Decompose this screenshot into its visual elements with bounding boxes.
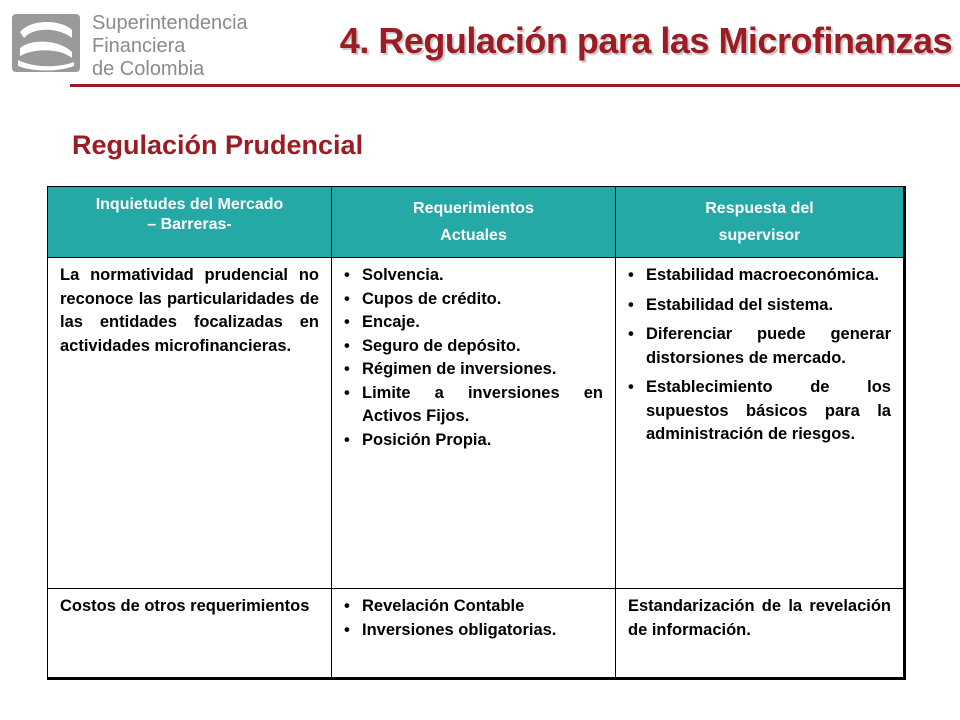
list-item: • Revelación Contable bbox=[344, 595, 603, 619]
logo-line-1: Superintendencia bbox=[92, 12, 248, 34]
header-line: Requerimientos bbox=[413, 200, 534, 217]
table-cell: La normatividad prudencial no reconoce las particularidades de las entidades focalizadas en actividades microfinancieras. bbox=[48, 258, 332, 589]
list-item: • Establecimiento de los supuestos básicos para la administración de riesgos. bbox=[628, 376, 891, 447]
regulation-table bbox=[47, 186, 906, 680]
table-cell bbox=[332, 589, 616, 679]
list-item: • Estabilidad macroeconómica. bbox=[628, 264, 891, 288]
table-cell: Estandarización de la revelación de información. bbox=[616, 589, 905, 679]
list-item: • Estabilidad del sistema. bbox=[628, 294, 891, 318]
list-item: • Inversiones obligatorias. bbox=[344, 619, 603, 643]
table-cell bbox=[616, 258, 905, 589]
table-cell bbox=[332, 258, 616, 589]
section-subtitle: Regulación Prudencial bbox=[72, 130, 364, 160]
list-item: • Seguro de depósito. bbox=[344, 335, 603, 359]
list-item: • Régimen de inversiones. bbox=[344, 358, 603, 382]
header-line: – Barreras- bbox=[147, 216, 232, 233]
header-line: Inquietudes del Mercado bbox=[95, 196, 284, 213]
title-divider bbox=[70, 84, 960, 87]
page-title: 4. Regulación para las Microfinanzas bbox=[339, 20, 952, 61]
list-item: • Posición Propia. bbox=[344, 429, 603, 453]
header-supervisor-response bbox=[616, 187, 905, 258]
list-item: • Encaje. bbox=[344, 311, 603, 335]
logo-line-3: de Colombia bbox=[92, 58, 205, 80]
header-market-concerns bbox=[48, 187, 332, 258]
table-header-row bbox=[48, 187, 905, 258]
bullet-list bbox=[344, 595, 603, 642]
logo-text bbox=[92, 12, 248, 81]
list-item: • Diferenciar puede generar distorsiones de mercado. bbox=[628, 323, 891, 370]
logo-mark-icon bbox=[10, 12, 82, 74]
header-current-requirements bbox=[332, 187, 616, 258]
table-cell: Costos de otros requerimientos bbox=[48, 589, 332, 679]
bullet-list bbox=[344, 264, 603, 452]
bullet-list bbox=[628, 264, 891, 447]
logo bbox=[10, 12, 248, 80]
table-row bbox=[48, 589, 905, 679]
logo-line-2: Financiera bbox=[92, 35, 186, 57]
header-line: supervisor bbox=[718, 227, 801, 244]
header-line: Actuales bbox=[440, 227, 507, 244]
list-item: • Limite a inversiones en Activos Fijos. bbox=[344, 382, 603, 429]
list-item: • Cupos de crédito. bbox=[344, 288, 603, 312]
table-row bbox=[48, 258, 905, 589]
list-item: • Solvencia. bbox=[344, 264, 603, 288]
header-line: Respuesta del bbox=[705, 200, 814, 217]
